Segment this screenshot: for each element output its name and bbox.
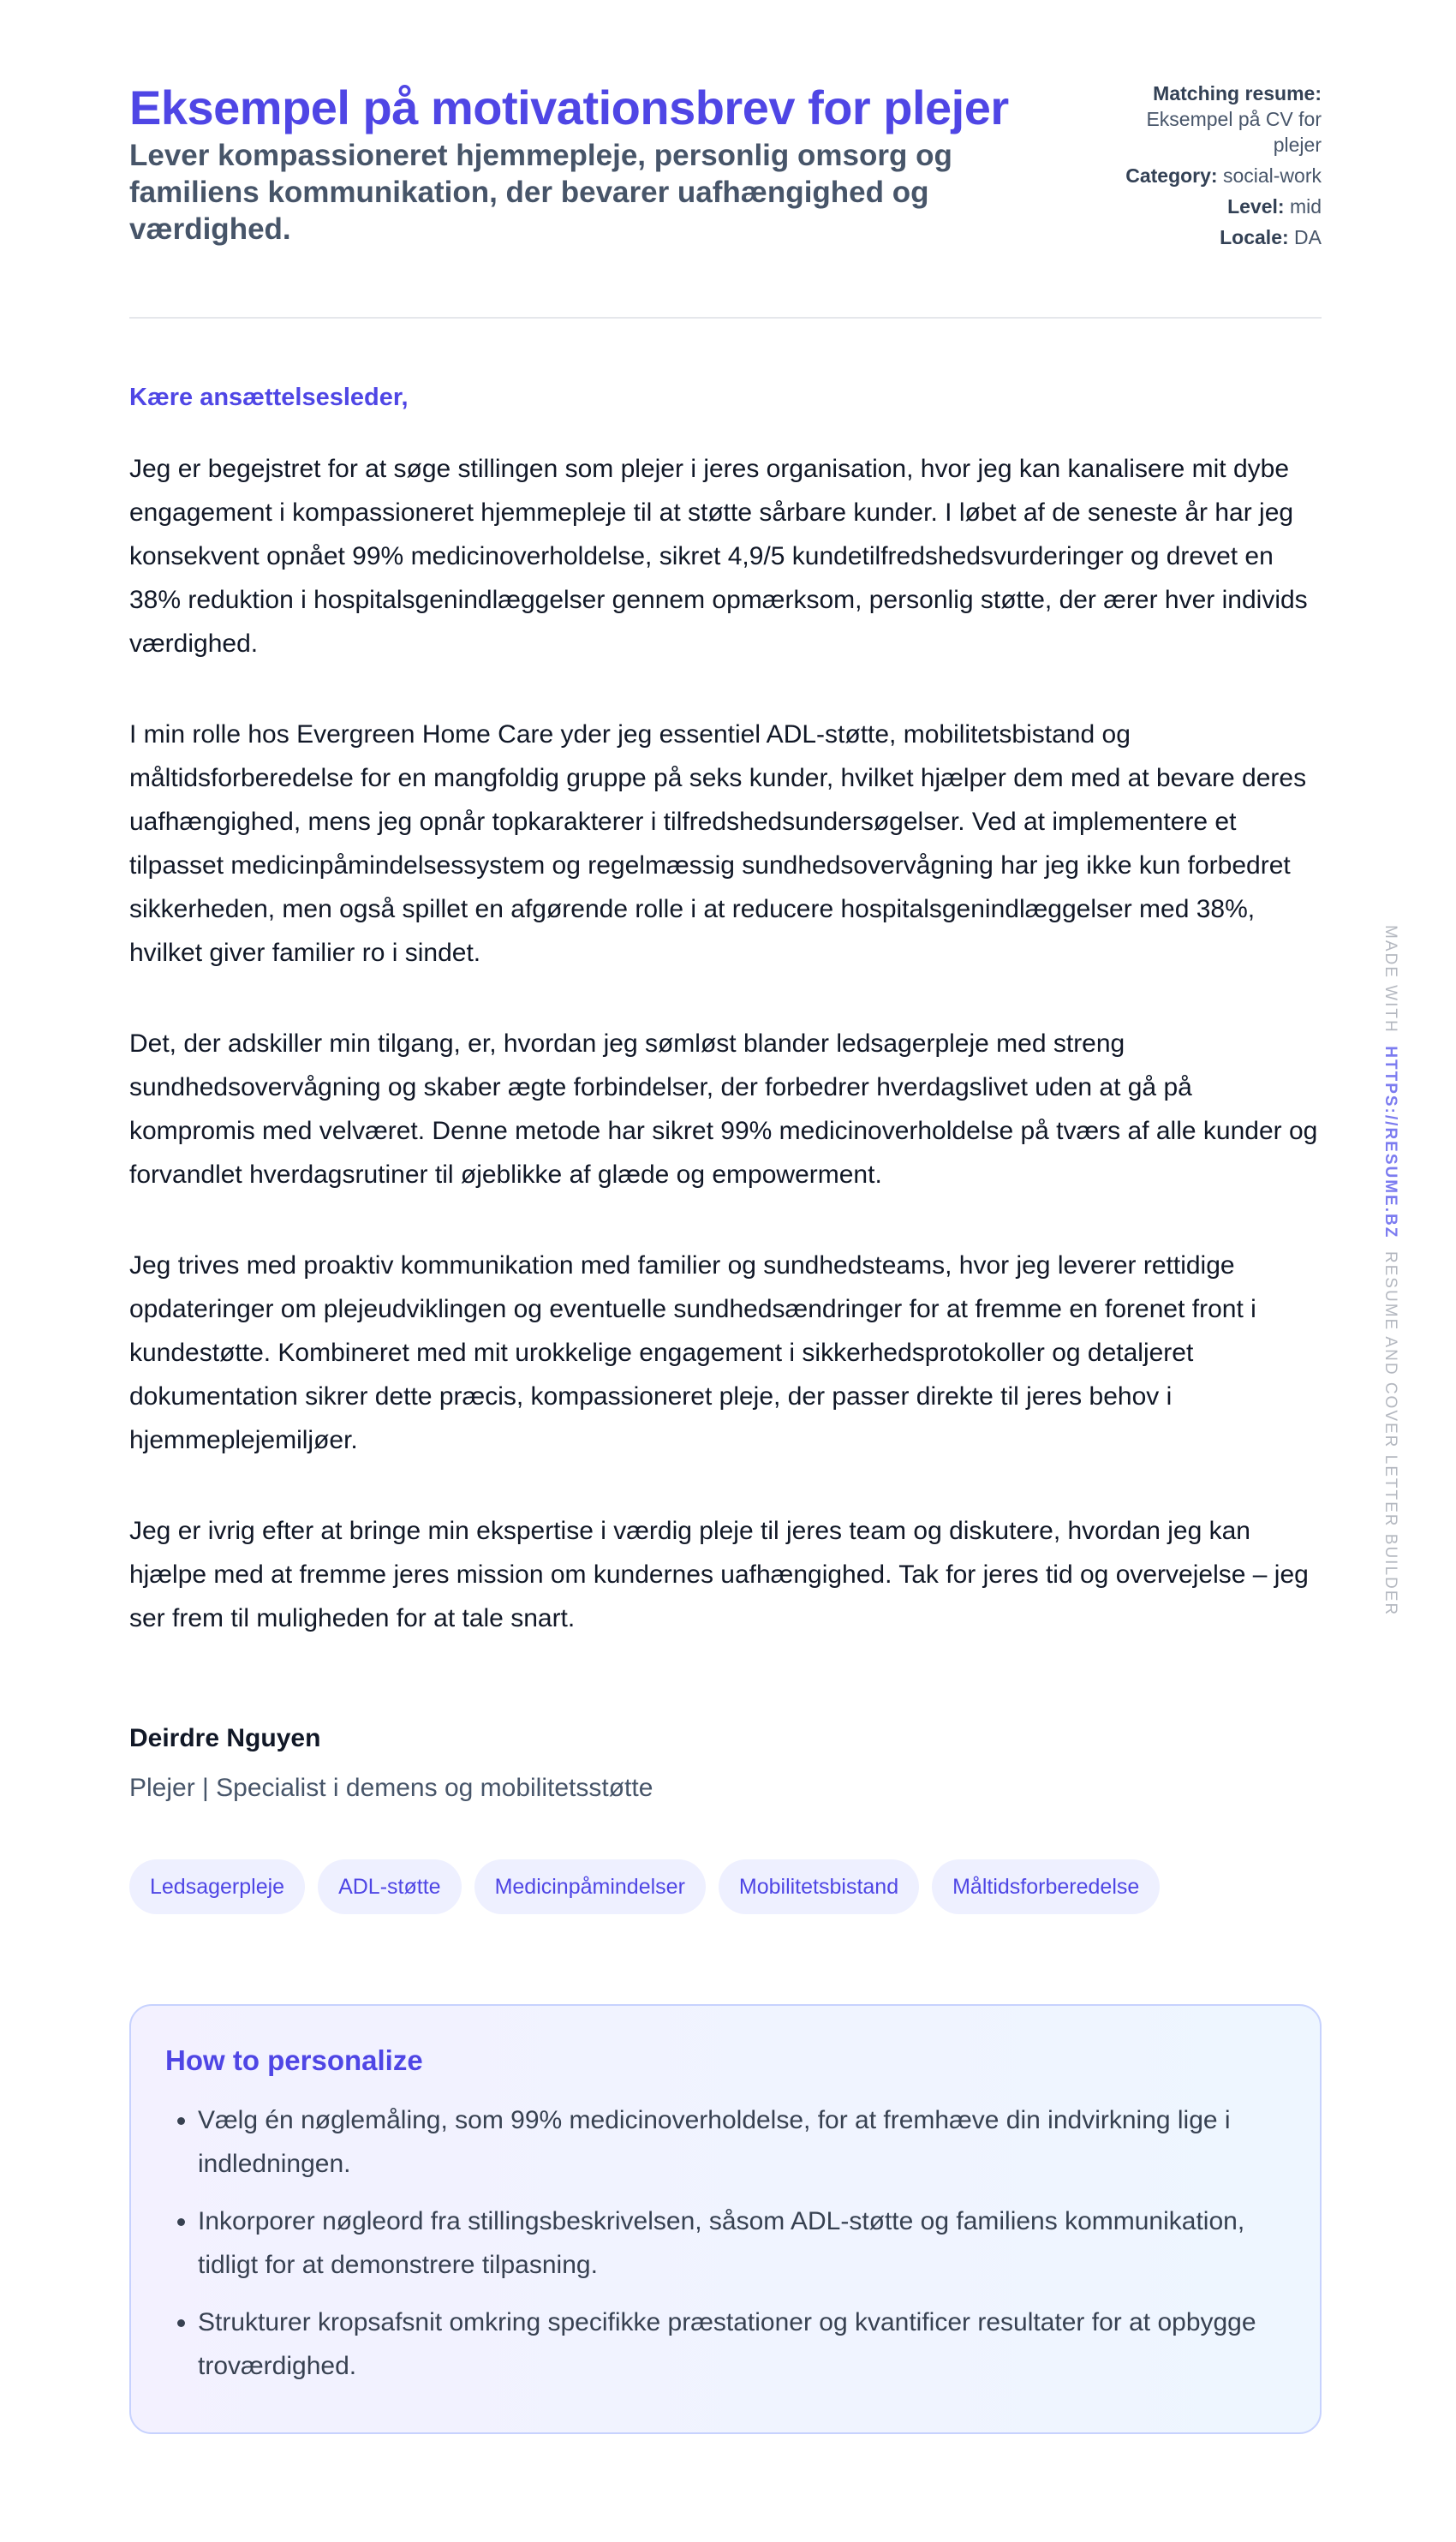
page-title: Eksempel på motivationsbrev for plejer <box>129 81 1009 134</box>
made-with-watermark <box>1381 925 1399 1616</box>
skill-tag: Måltidsforberedelse <box>932 1859 1160 1914</box>
tip-item: • Vælg én nøglemåling, som 99% medicinoverholdelse, for at fremhæve din indvirkning lige i indledningen. <box>198 2098 1286 2186</box>
watermark-prefix: MADE WITH <box>1381 925 1399 1034</box>
meta-level-value: mid <box>1289 195 1322 218</box>
skill-tag: ADL-støtte <box>318 1859 461 1914</box>
meta-locale <box>1107 224 1322 250</box>
skill-tag: Mobilitetsbistand <box>719 1859 919 1914</box>
personalize-tips <box>129 2004 1322 2434</box>
tips-list <box>165 2098 1286 2388</box>
cover-letter-page <box>129 0 1322 2434</box>
signer-role: Plejer | Specialist i demens og mobilitetsstøtte <box>129 1774 653 1802</box>
skill-tag: Medicinpåmindelser <box>474 1859 706 1914</box>
meta-locale-label: Locale: <box>1220 226 1289 248</box>
tip-item: • Inkorporer nøgleord fra stillingsbeskrivelsen, såsom ADL-støtte og familiens kommunikation, tidligt for at demonstrere tilpasning. <box>198 2199 1286 2287</box>
greeting: Kære ansættelsesleder, <box>129 384 409 411</box>
paragraph: Jeg er ivrig efter at bringe min ekspertise i værdig pleje til jeres team og diskutere, hvordan jeg kan hjælpe med at fremme jeres mission om kundernes uafhængighed. Tak for jeres tid og overvejelse – jeg ser frem til muligheden for at tale snart. <box>129 1517 1309 1632</box>
meta-category-label: Category: <box>1125 164 1218 187</box>
skill-tags <box>129 1859 1322 1914</box>
meta-level-label: Level: <box>1227 195 1285 218</box>
signature <box>129 1722 1322 1805</box>
title-block <box>129 79 1029 317</box>
paragraph: I min rolle hos Evergreen Home Care yder jeg essentiel ADL-støtte, mobilitetsbistand og måltidsforberedelse for en mangfoldig gruppe på seks kunder, hvilket hjælper dem med at bevare deres uafhængighed, mens jeg opnår topkarakterer i tilfredshedsundersøgelser. Ved at implementere et tilpasset medicinpåmindelsessystem og regelmæssig sundhedsovervågning har jeg ikke kun forbedret sikkerheden, men også spillet en afgørende rolle i at reducere hospitalsgenindlæggelser med 38%, hvilket giver familier ro i sindet. <box>129 720 1307 967</box>
meta-category-value: social-work <box>1222 164 1322 187</box>
page-subtitle: Lever kompassioneret hjemmepleje, personlig omsorg og familiens kommunikation, der bevarer uafhængighed og værdighed. <box>129 139 952 246</box>
paragraph: Det, der adskiller min tilgang, er, hvordan jeg sømløst blander ledsagerpleje med streng sundhedsovervågning og skaber ægte forbindelser, der forbedrer hverdagslivet uden at gå på kompromis med velværet. Denne metode har sikret 99% medicinoverholdelse på tværs af alle kunder og forvandlet hverdagsrutiner til øjeblikke af glæde og empowerment. <box>129 1029 1318 1189</box>
letter-body <box>129 447 1322 1640</box>
skill-tag: Ledsagerpleje <box>129 1859 305 1914</box>
paragraph: Jeg er begejstret for at søge stillingen som plejer i jeres organisation, hvor jeg kan kanalisere mit dybe engagement i kompassioneret hjemmepleje til at støtte sårbare kunder. I løbet af de seneste år har jeg konsekvent opnået 99% medicinoverholdelse, sikret 4,9/5 kundetilfredshedsvurderinger og drevet en 38% reduktion i hospitalsgenindlæggelser gennem opmærksom, personlig støtte, der ærer hver individs værdighed. <box>129 455 1308 658</box>
signer-name: Deirdre Nguyen <box>129 1724 321 1752</box>
tip-item: • Strukturer kropsafsnit omkring specifikke præstationer og kvantificer resultater for at opbygge troværdighed. <box>198 2300 1286 2388</box>
meta-category <box>1107 163 1322 188</box>
meta-resume <box>1107 81 1322 158</box>
tips-title: How to personalize <box>165 2044 423 2076</box>
header <box>129 0 1322 319</box>
meta-resume-value[interactable]: Eksempel på CV for plejer <box>1146 108 1322 156</box>
meta-locale-value: DA <box>1294 226 1322 248</box>
meta-resume-label: Matching resume: <box>1153 82 1322 104</box>
watermark-suffix: RESUME AND COVER LETTER BUILDER <box>1381 1250 1399 1617</box>
meta-level <box>1107 194 1322 219</box>
resume-bz-link[interactable]: HTTPS://RESUME.BZ <box>1381 1046 1399 1239</box>
meta-info <box>1107 79 1322 317</box>
paragraph: Jeg trives med proaktiv kommunikation med familier og sundhedsteams, hvor jeg leverer rettidige opdateringer om plejeudviklingen og eventuelle sundhedsændringer for at fremme en forenet front i kundestøtte. Kombineret med mit urokkelige engagement i sikkerhedsprotokoller og detaljeret dokumentation sikrer dette præcis, kompassioneret pleje, der passer direkte til jeres behov i hjemmeplejemiljøer. <box>129 1251 1256 1454</box>
